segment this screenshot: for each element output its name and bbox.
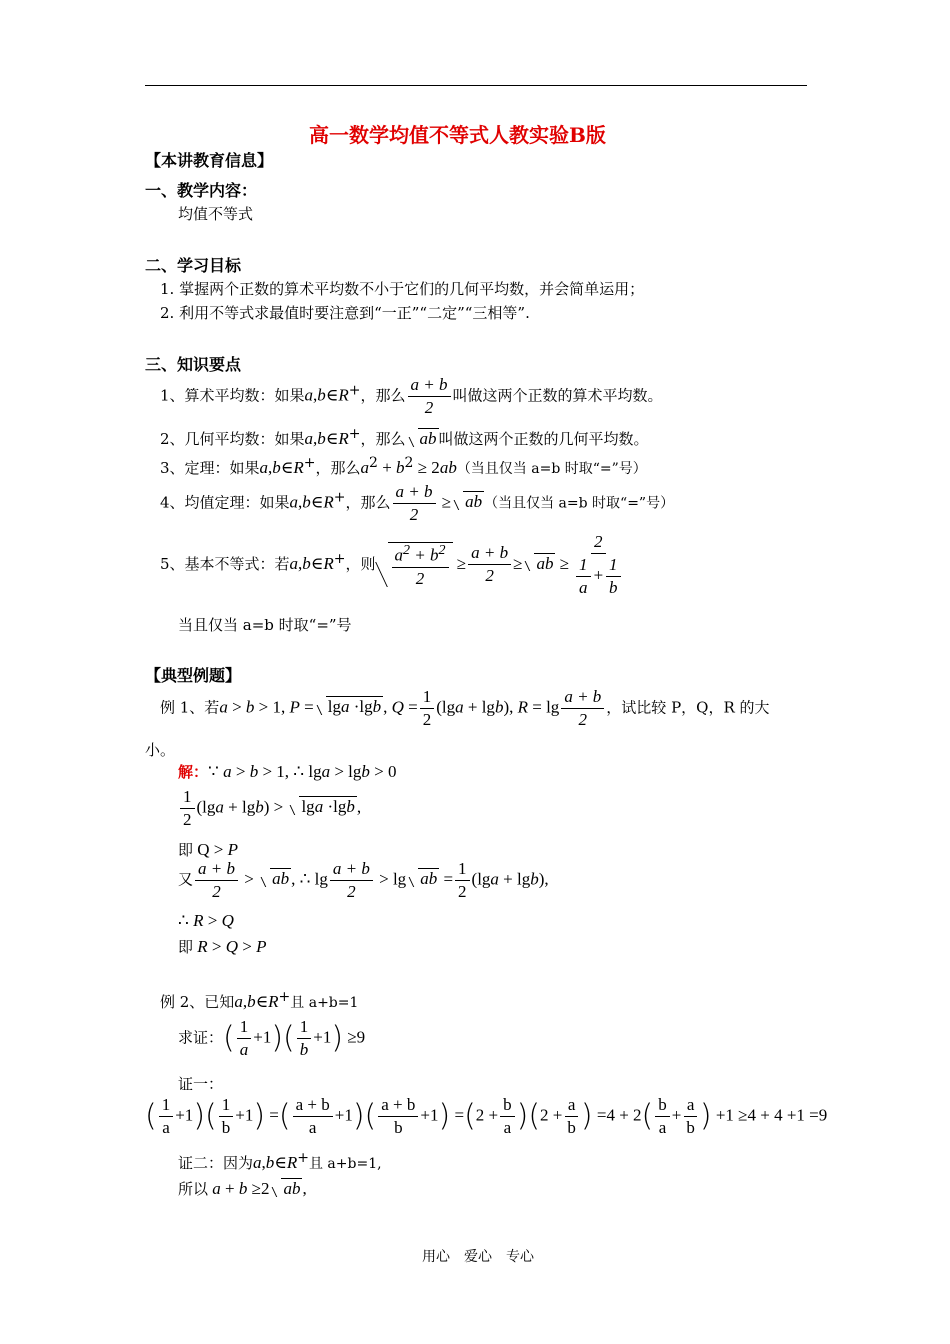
solution-line-2: $\frac{1}{2}$ (lga + lgb) > lga ·lgb , bbox=[178, 788, 361, 829]
goal-2: 2. 利用不等式求最值时要注意到“一正”“二定”“三相等”. bbox=[160, 304, 530, 322]
header-info: 【本讲教育信息】 bbox=[145, 151, 274, 170]
section3-heading: 三、知识要点 bbox=[145, 355, 242, 374]
point-5-note: 当且仅当 a=b 时取“=”号 bbox=[178, 616, 352, 634]
header-rule bbox=[145, 85, 807, 86]
solution-line-1: 解：∵ a > b > 1, ∴ lga > lgb > 0 bbox=[178, 762, 397, 781]
point-4: 4、均值定理：如果a,b∈R+，那么 $\frac{a + b}{2}$ ≥ ab （当且仅当 a=b 时取“=”号） bbox=[160, 482, 675, 524]
proof-1-label: 证一： bbox=[178, 1075, 224, 1093]
solution-line-6: 即 R > Q > P bbox=[178, 937, 267, 956]
proof-2-line-2: 所以 a + b ≥2 ab , bbox=[178, 1179, 307, 1198]
solution-line-4: 又 $\frac{a + b}{2}$ > ab , ∴ lg $\frac{a + b}{2}$ > lg ab = $\frac{1}{2}$ (lga + lgb), bbox=[178, 859, 549, 901]
proof-2-line-1: 证二：因为a,b∈R+且 a+b=1, bbox=[178, 1150, 382, 1172]
point-3: 3、定理：如果a,b∈R+，那么$a^2 + b^2 \ge 2ab$（当且仅当 a=b 时取“=”号） bbox=[160, 455, 647, 477]
section2-heading: 二、学习目标 bbox=[145, 256, 242, 275]
page-footer: 用心 爱心 专心 bbox=[422, 1249, 534, 1265]
section1-content: 均值不等式 bbox=[178, 205, 254, 223]
page-title: 高一数学均值不等式人教实验B版 bbox=[309, 123, 606, 147]
proof-1-equation: ( $\frac{1}{a}$ +1)( $\frac{1}{b}$ +1) =( $\frac{a + b}{a}$ +1)( $\frac{a + b}{b}$ +1) =(2 + $\frac{b}{a}$ )(2 + $\frac{a}{b}$ ) =4 + 2( $\frac{b}{a}$ + $\frac{a}{b}$ ) +1 ≥4 + 4 +1 =9 bbox=[145, 1095, 828, 1137]
example-1: 例 1、若a > b > 1, P = lga ·lgb , Q = $\frac{1}{2}$ (lga + lgb), R = lg $\frac{a + b}{2}$ ，试比较 P，Q，R 的大 bbox=[160, 687, 770, 729]
example-2-goal: 求证：( $\frac{1}{a}$ +1)( $\frac{1}{b}$ +1) ≥9 bbox=[178, 1017, 366, 1059]
goal-1: 1. 掌握两个正数的算术平均数不小于它们的几何平均数，并会简单运用； bbox=[160, 280, 645, 298]
solution-line-3: 即 Q > P bbox=[178, 840, 239, 859]
examples-heading: 【典型例题】 bbox=[145, 666, 242, 685]
point-5: 5、基本不等式：若a,b∈R+，则 $\frac{a^2 + b^2}{2}$ ≥ $\frac{a + b}{2}$ ≥ ab ≥ 2 $\frac{1}{a}$ + $\frac{1}{b}$ bbox=[160, 533, 628, 597]
point-1: 1、算术平均数：如果a,b∈R+，那么 $\frac{a + b}{2}$ 叫做这两个正数的算术平均数。 bbox=[160, 375, 663, 417]
section1-heading: 一、教学内容： bbox=[145, 181, 258, 200]
solution-line-5: ∴ R > Q bbox=[178, 911, 234, 930]
example-1-tail: 小。 bbox=[145, 741, 176, 759]
point-2: 2、几何平均数：如果a,b∈R+，那么 ab 叫做这两个正数的几何平均数。 bbox=[160, 426, 649, 448]
example-2: 例 2、已知a,b∈R+且 a+b=1 bbox=[160, 989, 359, 1011]
